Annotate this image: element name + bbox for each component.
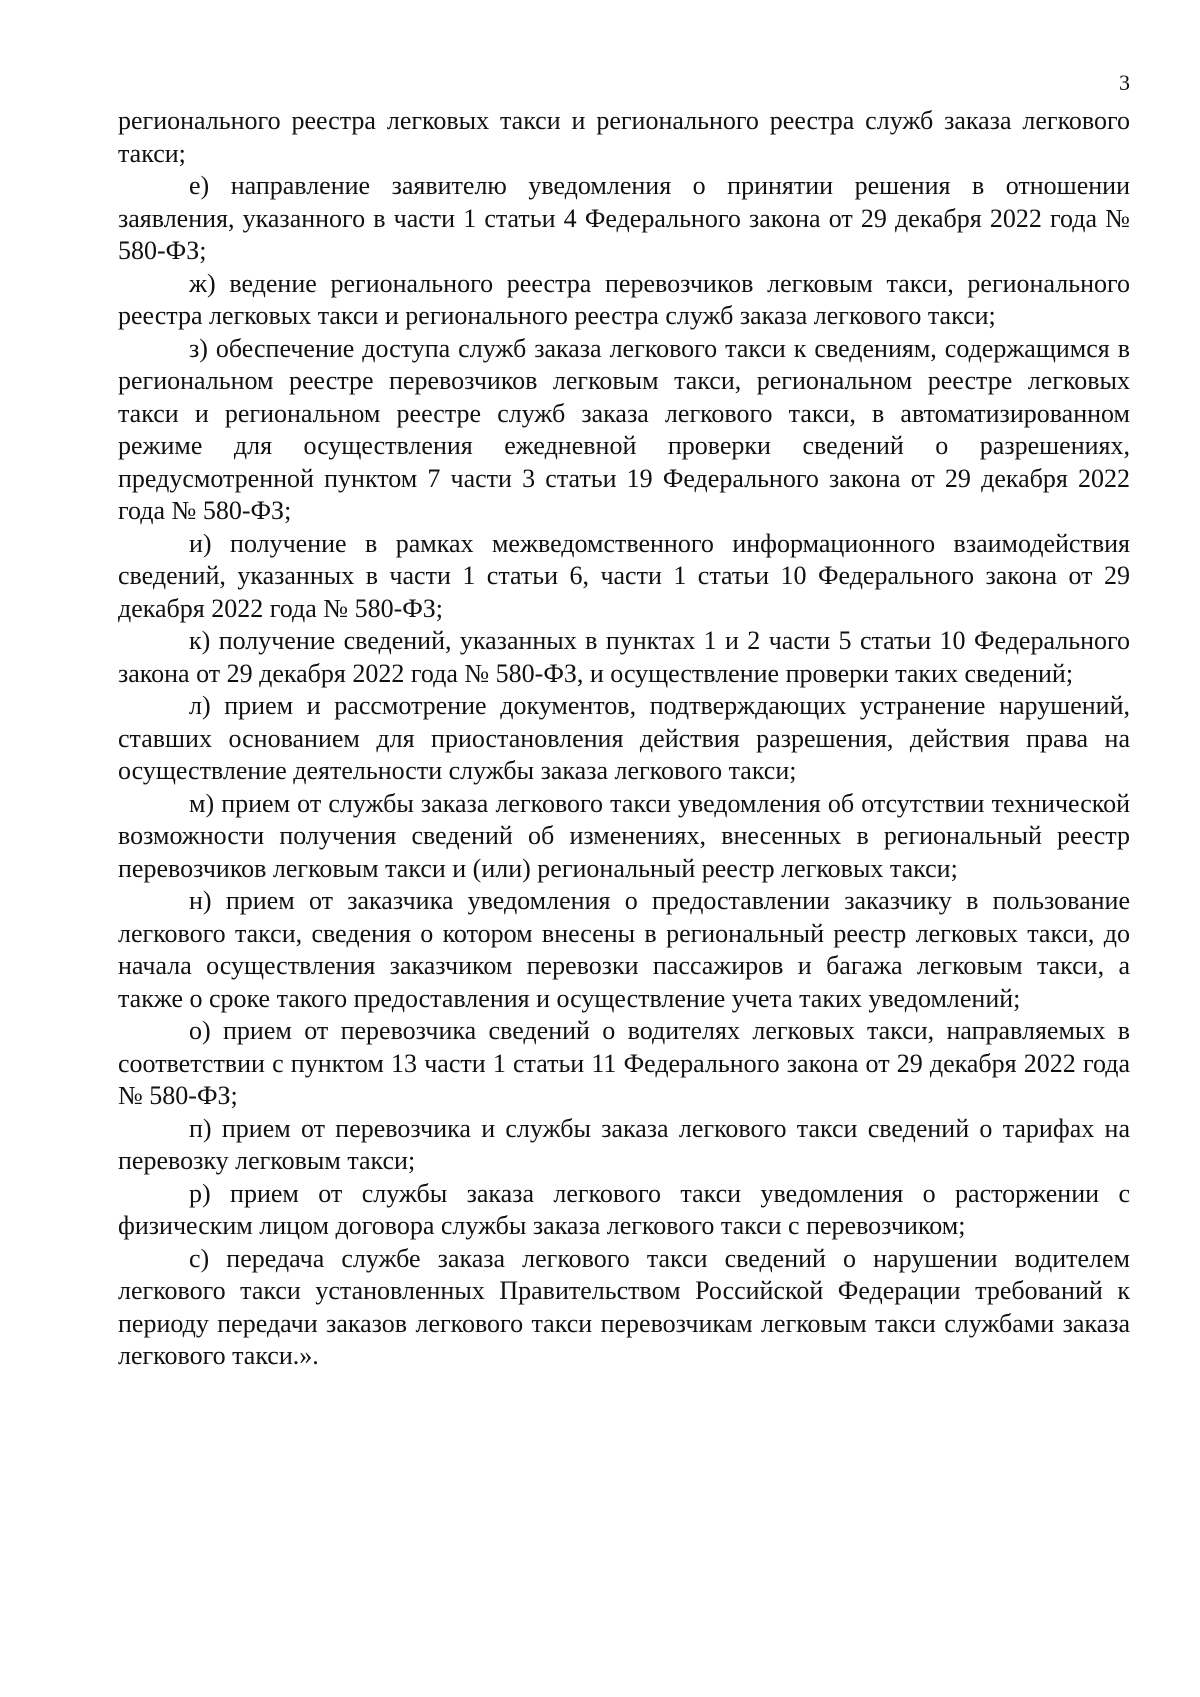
paragraph-item-p: п) прием от перевозчика и службы заказа легкового такси сведений о тарифах на перевозку легковым такси;: [118, 1113, 1130, 1175]
paragraph-item-m: м) прием от службы заказа легкового такси уведомления об отсутствии технической возможности получения сведений об изменениях, внесенных в региональный реестр перевозчиков легковым такси и (или) региональный реестр легковых такси;: [118, 788, 1130, 883]
paragraph-item-e: е) направление заявителю уведомления о принятии решения в отношении заявления, указанного в части 1 статьи 4 Федерального закона от 29 декабря 2022 года № 580-ФЗ;: [118, 171, 1130, 265]
paragraph-item-r: р) прием от службы заказа легкового такси уведомления о расторжении с физическим лицом договора службы заказа легкового такси с перевозчиком;: [118, 1178, 1130, 1240]
paragraph-continuation: регионального реестра легковых такси и регионального реестра служб заказа легкового такси;: [118, 106, 1130, 168]
paragraph-item-zh: ж) ведение регионального реестра перевозчиков легковым такси, регионального реестра легковых такси и регионального реестра служб заказа легкового такси;: [118, 268, 1130, 330]
paragraph-item-l: л) прием и рассмотрение документов, подтверждающих устранение нарушений, ставших основанием для приостановления действия разрешения, действия права на осуществление деятельности службы заказа легкового такси;: [118, 691, 1130, 785]
paragraph-item-n: н) прием от заказчика уведомления о предоставлении заказчику в пользование легкового такси, сведения о котором внесены в региональный реестр легковых такси, до начала осуществления заказчиком перевозки пассажиров и багажа легковым такси, а также о сроке такого предоставления и осуществление учета таких уведомлений;: [118, 886, 1130, 1013]
document-body: [118, 105, 1130, 1373]
paragraph-item-o: о) прием от перевозчика сведений о водителях легковых такси, направляемых в соответствии с пунктом 13 части 1 статьи 11 Федерального закона от 29 декабря 2022 года № 580-ФЗ;: [118, 1016, 1130, 1110]
paragraph-item-z: з) обеспечение доступа служб заказа легкового такси к сведениям, содержащимся в региональном реестре перевозчиков легковым такси, региональном реестре легковых такси и региональном реестре служб заказа легкового такси, в автоматизированном режиме для осуществления ежедневной проверки сведений о разрешениях, предусмотренной пунктом 7 части 3 статьи 19 Федерального закона от 29 декабря 2022 года № 580-ФЗ;: [118, 333, 1130, 525]
paragraph-item-k: к) получение сведений, указанных в пунктах 1 и 2 части 5 статьи 10 Федерального закона от 29 декабря 2022 года № 580-ФЗ, и осуществление проверки таких сведений;: [118, 626, 1130, 688]
paragraph-item-i: и) получение в рамках межведомственного информационного взаимодействия сведений, указанных в части 1 статьи 6, части 1 статьи 10 Федерального закона от 29 декабря 2022 года № 580-ФЗ;: [118, 528, 1130, 623]
paragraph-item-s: с) передача службе заказа легкового такси сведений о нарушении водителем легкового такси установленных Правительством Российской Федерации требований к периоду передачи заказов легкового такси перевозчикам легковым такси службами заказа легкового такси.».: [118, 1243, 1130, 1370]
page-number: 3: [1119, 70, 1130, 95]
